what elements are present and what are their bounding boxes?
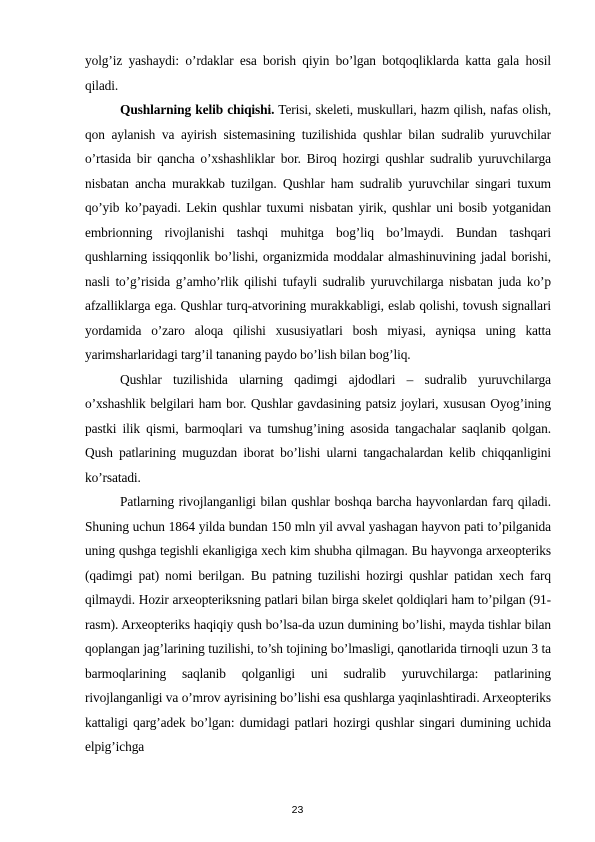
paragraph-text: Qushlar tuzilishida ularning qadimgi ajdodlari – sudralib yuruvchilarga o’xshashlik belgilari ham bor. Qushlar gavdasining patsiz joylari, xususan Oyog’ining pastki ilik qismi, barmoqlari va tumshug’ining asosida tangachalar saqlanib qolgan. Qush patlarining muguzdan iborat bo’lishi ularni tangachalardan kelib chiqqanligini ko’rsatadi. (85, 371, 551, 485)
paragraph-text: Terisi, skeleti, muskullari, hazm qilish, nafas olish, qon aylanish va ayirish sistemasining tuzilishida qushlar bilan sudralib yuruvchilar o’rtasida bir qancha o’xshashliklar bor. Biroq hozirgi qushlar sudralib yuruvchilarga nisbatan ancha murakkab tuzilgan. Qushlar ham sudralib yuruvchilar singari tuxum qo’yib ko’payadi. Lekin qushlar tuxumi nisbatan yirik, qushlar uni bosib yotganidan embrionning rivojlanishi tashqi muhitga bog’liq bo’lmaydi. Bundan tashqari qushlarning issiqqonlik bo’lishi, organizmida moddalar almashinuvining jadal borishi, nasli to’g’risida g’amho’rlik qilishi tufayli sudralib yuruvchilarga nisbatan juda ko’p afzalliklarga ega. Qushlar turq-atvorining murakkabligi, eslab qolishi, tovush signallari yordamida o’zaro aloqa qilishi xususiyatlari bosh miyasi, ayniqsa uning katta yarimsharlaridagi targ’il tananing paydo bo’lish bilan bog’liq. (85, 102, 551, 362)
paragraph-bird-origin (85, 98, 551, 368)
section-heading: Qushlarning kelib chiqishi. (120, 102, 275, 117)
paragraph-ancestors (85, 368, 551, 491)
paragraph-text: Patlarning rivojlanganligi bilan qushlar boshqa barcha hayvonlardan farq qiladi. Shuning uchun 1864 yilda bundan 150 mln yil avval yashagan hayvon pati to’pilganida uning qushga tegishli ekanligiga xech kim shubha qilmagan. Bu hayvonga arxeopteriks (qadimgi pat) nomi berilgan. Bu patning tuzilishi hozirgi qushlar patidan xech farq qilmaydi. Hozir arxeopteriksning patlari bilan birga skelet qoldiqlari ham to’pilgan (91- rasm). Arxeopteriks haqiqiy qush bo’lsa-da uzun dumining bo’lishi, mayda tishlar bilan qoplangan jag’larining tuzilishi, to’sh tojining bo’lmasligi, qanotlarida tirnoqli uzun 3 ta barmoqlarining saqlanib qolganligi uni sudralib yuruvchilarga: patlarining rivojlanganligi va o’mrov ayrisining bo’lishi esa qushlarga yaqinlashtiradi. Arxeopteriks kattaligi qarg’adek bo’lgan: dumidagi patlari hozirgi qushlar singari dumining uchida elpig’ichga (85, 494, 551, 754)
paragraph-text: yolg’iz yashaydi: o’rdaklar esa borish qiyin bo’lgan botqoqliklarda katta gala hosil qiladi. (85, 53, 551, 93)
paragraph-archaeopteryx (85, 490, 551, 760)
paragraph-continuation (85, 49, 551, 98)
body-text (85, 49, 551, 760)
page-number: 23 (291, 804, 304, 816)
